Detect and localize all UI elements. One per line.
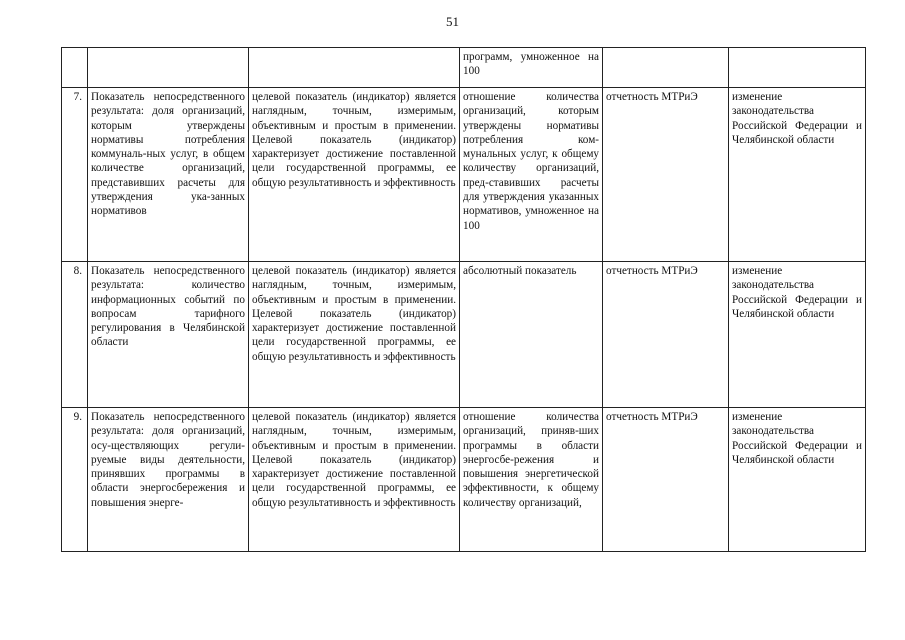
cell-source: отчетность МТРиЭ bbox=[603, 88, 729, 262]
cell-formula: программ, умноженное на 100 bbox=[460, 48, 603, 88]
cell-indicator: Показатель непосредственного результата: доля организаций, осу-ществляющих регули-руемые виды деятельности, принявших программы в области энергосбережения и повышения энерге- bbox=[88, 408, 249, 552]
cell-num: 9. bbox=[62, 408, 88, 552]
table-row bbox=[62, 408, 866, 552]
cell-description: целевой показатель (индикатор) является наглядным, точным, измеримым, объективным и простым в применении. Целевой показатель (индикатор) характеризует достижение поставленной цели государственной программы, ее общую результативность и эффективность bbox=[249, 262, 460, 408]
cell-indicator bbox=[88, 48, 249, 88]
table-row bbox=[62, 262, 866, 408]
cell-basis bbox=[729, 48, 866, 88]
cell-description: целевой показатель (индикатор) является наглядным, точным, измеримым, объективным и простым в применении. Целевой показатель (индикатор) характеризует достижение поставленной цели государственной программы, ее общую результативность и эффективность bbox=[249, 88, 460, 262]
cell-source bbox=[603, 48, 729, 88]
cell-basis: изменение законодательства Российской Федерации и Челябинской области bbox=[729, 262, 866, 408]
cell-basis: изменение законодательства Российской Федерации и Челябинской области bbox=[729, 408, 866, 552]
cell-source: отчетность МТРиЭ bbox=[603, 408, 729, 552]
page-number: 51 bbox=[446, 14, 459, 29]
cell-description: целевой показатель (индикатор) является наглядным, точным, измеримым, объективным и простым в применении. Целевой показатель (индикатор) характеризует достижение поставленной цели государственной программы, ее общую результативность и эффективность bbox=[249, 408, 460, 552]
cell-formula: отношение количества организаций, приняв-ших программы в области энергосбе-режения и повышения энергетической эффективности, к общему количеству организаций, bbox=[460, 408, 603, 552]
cell-indicator: Показатель непосредственного результата: количество информационных событий по вопросам тарифного регулирования в Челябинской области bbox=[88, 262, 249, 408]
cell-formula: абсолютный показатель bbox=[460, 262, 603, 408]
cell-description bbox=[249, 48, 460, 88]
cell-num: 7. bbox=[62, 88, 88, 262]
table-row bbox=[62, 88, 866, 262]
indicators-table bbox=[61, 47, 866, 552]
cell-num: 8. bbox=[62, 262, 88, 408]
cell-num bbox=[62, 48, 88, 88]
cell-source: отчетность МТРиЭ bbox=[603, 262, 729, 408]
table-row-continuation bbox=[62, 48, 866, 88]
cell-basis: изменение законодательства Российской Федерации и Челябинской области bbox=[729, 88, 866, 262]
cell-indicator: Показатель непосредственного результата: доля организаций, которым утверждены нормативы потребления коммуналь-ных услуг, в общем количестве организаций, представивших расчеты для утверждения ука-занных нормативов bbox=[88, 88, 249, 262]
cell-formula: отношение количества организаций, которым утверждены нормативы потребления ком-мунальных услуг, к общему количеству организаций, пред-ставивших расчеты для утверждения указанных нормативов, умноженное на 100 bbox=[460, 88, 603, 262]
